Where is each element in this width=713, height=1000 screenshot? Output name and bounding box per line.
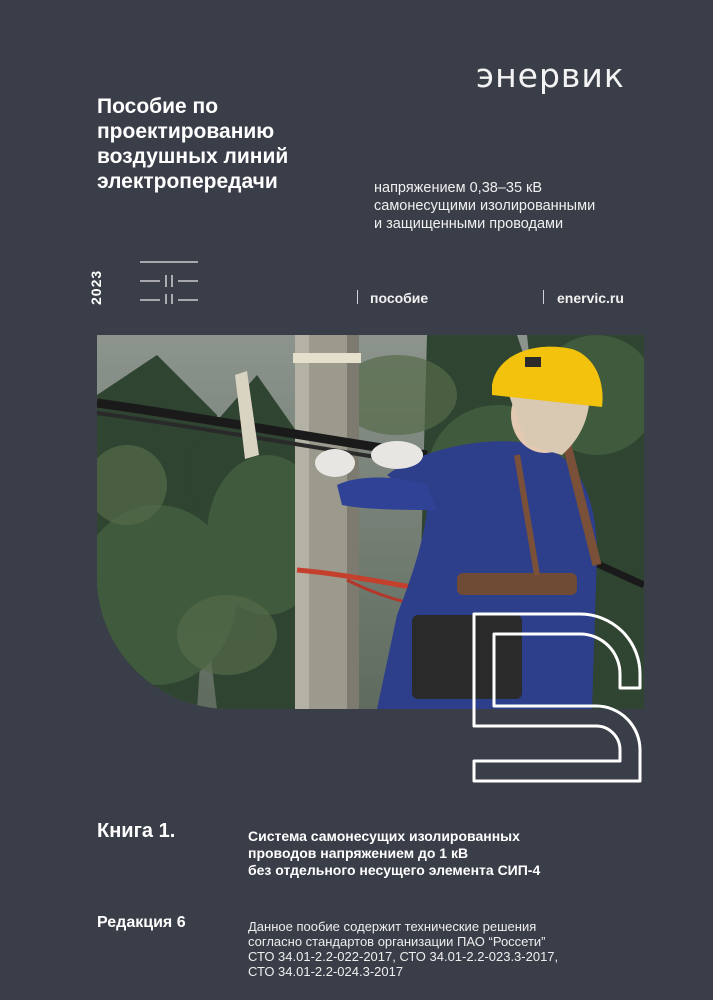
- tag-divider: [357, 290, 358, 304]
- year-label: 2023: [88, 269, 104, 305]
- tag-type: пособие: [370, 290, 429, 306]
- book-label: Книга 1.: [97, 820, 176, 842]
- tag-divider: [543, 290, 544, 304]
- book-description: Система самонесущих изолированных проводов напряжением до 1 кВ без отдельного несущего элемента СИП-4: [248, 828, 541, 878]
- edition-label: Редакция 6: [97, 914, 186, 931]
- brand-logo: энервик: [476, 56, 625, 95]
- roman-numeral-lines-icon: [138, 258, 200, 304]
- brand-outline-shape: [470, 610, 645, 785]
- edition-description: Данное пообие содержит технические решения согласно стандартов организации ПАО “Россети” СТО 34.01-2.2-022-2017, СТО 34.01-2.2-023.3-2017, СТО 34.01-2.2-024.3-2017: [248, 919, 559, 979]
- page-title: Пособие по проектированию воздушных линий электропередачи: [97, 95, 289, 193]
- tag-site[interactable]: enervic.ru: [557, 290, 624, 306]
- page-subtitle: напряжением 0,38–35 кВ самонесущими изолированными и защищенными проводами: [374, 180, 596, 232]
